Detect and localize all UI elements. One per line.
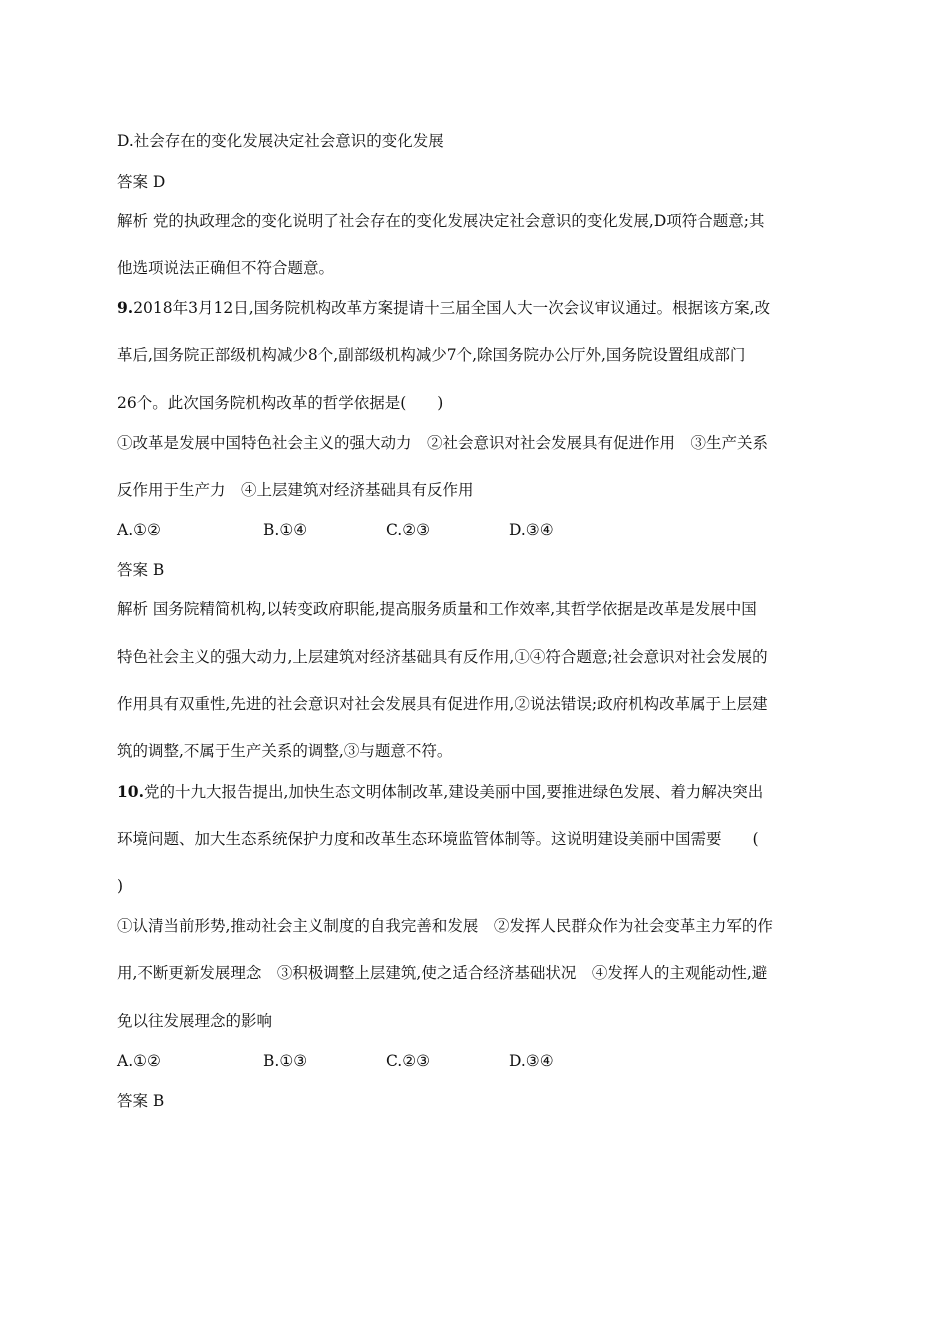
question-10-number: 10. <box>117 782 144 801</box>
question-9-analysis-line-4: 筑的调整,不属于生产关系的调整,③与题意不符。 <box>117 742 453 760</box>
prev-analysis-line-1: 解析 党的执政理念的变化说明了社会存在的变化发展决定社会意识的变化发展,D项符合题意;其 <box>117 212 765 230</box>
question-9-analysis-line-2: 特色社会主义的强大动力,上层建筑对经济基础具有反作用,①④符合题意;社会意识对社会发展的 <box>117 648 768 666</box>
question-10-stem-line-2: 环境问题、加大生态系统保护力度和改革生态环境监管体制等。这说明建设美丽中国需要 ( <box>117 830 759 848</box>
prev-analysis-line-2: 他选项说法正确但不符合题意。 <box>117 259 335 277</box>
question-9-stem-line-1: 9.2018年3月12日,国务院机构改革方案提请十三届全国人大一次会议审议通过。根据该方案,改 <box>117 298 771 317</box>
question-9-option-a: A.①② <box>117 521 161 539</box>
question-9-statement-line-1: ①改革是发展中国特色社会主义的强大动力 ②社会意识对社会发展具有促进作用 ③生产关系 <box>117 434 769 452</box>
question-9-number: 9. <box>117 298 134 317</box>
question-10-statement-line-1: ①认清当前形势,推动社会主义制度的自我完善和发展 ②发挥人民群众作为社会变革主力军的作 <box>117 917 773 935</box>
question-10-option-b: B.①③ <box>263 1052 308 1070</box>
question-9-option-b: B.①④ <box>263 521 308 539</box>
question-9-stem-line-2: 革后,国务院正部级机构减少8个,副部级机构减少7个,除国务院办公厅外,国务院设置组成部门 <box>117 346 746 364</box>
question-9-analysis-line-3: 作用具有双重性,先进的社会意识对社会发展具有促进作用,②说法错误;政府机构改革属于上层建 <box>117 695 768 713</box>
question-9-answer: 答案 B <box>117 561 165 579</box>
question-10-statement-line-3: 免以往发展理念的影响 <box>117 1012 273 1030</box>
question-10-option-a: A.①② <box>117 1052 161 1070</box>
question-9-stem-line-3: 26个。此次国务院机构改革的哲学依据是( ) <box>117 394 444 412</box>
question-10-answer: 答案 B <box>117 1092 165 1110</box>
prev-answer: 答案 D <box>117 173 166 191</box>
question-10-option-c: C.②③ <box>386 1052 431 1070</box>
question-10-statement-line-2: 用,不断更新发展理念 ③积极调整上层建筑,使之适合经济基础状况 ④发挥人的主观能动性,避 <box>117 964 768 982</box>
question-9-option-c: C.②③ <box>386 521 431 539</box>
question-10-stem-line-3: ) <box>117 877 124 895</box>
question-9-analysis-line-1: 解析 国务院精简机构,以转变政府职能,提高服务质量和工作效率,其哲学依据是改革是发展中国 <box>117 600 757 618</box>
prev-option-d: D.社会存在的变化发展决定社会意识的变化发展 <box>117 132 444 150</box>
question-9-statement-line-2: 反作用于生产力 ④上层建筑对经济基础具有反作用 <box>117 481 474 499</box>
question-10-stem-line-1: 10.党的十九大报告提出,加快生态文明体制改革,建设美丽中国,要推进绿色发展、着力解决突出 <box>117 782 764 801</box>
question-9-option-d: D.③④ <box>509 521 554 539</box>
question-10-option-d: D.③④ <box>509 1052 554 1070</box>
